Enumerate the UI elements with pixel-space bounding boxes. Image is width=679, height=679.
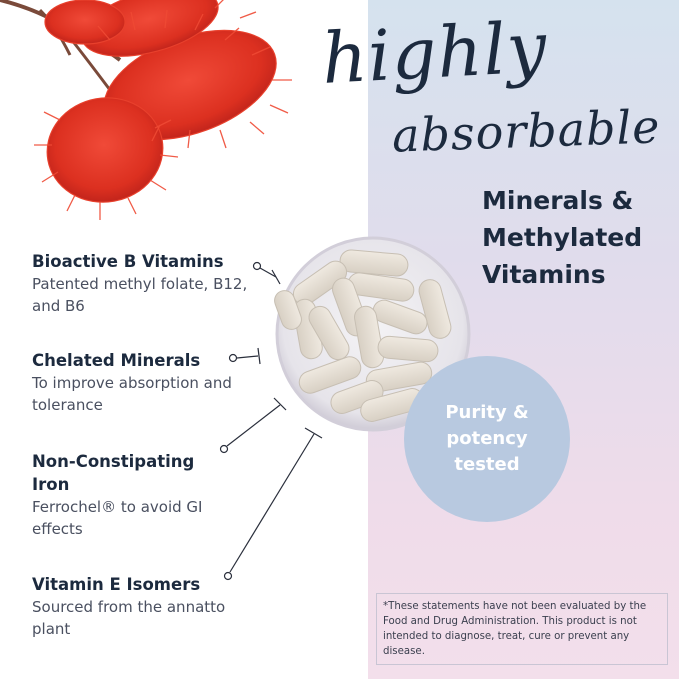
feature-title: Non-Constipating Iron	[32, 452, 195, 494]
feature-title: Chelated Minerals	[32, 351, 201, 370]
feature-description: To improve absorption and tolerance	[32, 374, 232, 414]
badge-text: Purity & potency tested	[445, 402, 529, 475]
feature-non-constipating-iron	[32, 450, 232, 540]
headline-line-3: Vitamins	[482, 260, 606, 289]
feature-description: Sourced from the annatto plant	[32, 598, 226, 638]
feature-chelated-minerals	[32, 349, 252, 416]
feature-description: Patented methyl folate, B12, and B6	[32, 275, 248, 315]
absorbable-script-text: absorbable	[391, 99, 662, 163]
headline-line-2: Methylated	[482, 223, 643, 252]
feature-title: Bioactive B Vitamins	[32, 252, 224, 271]
feature-description: Ferrochel® to avoid GI effects	[32, 498, 203, 538]
purity-potency-badge	[404, 356, 570, 522]
feature-vitamin-e-isomers	[32, 573, 242, 640]
highly-script-text: highly	[320, 6, 550, 100]
feature-title: Vitamin E Isomers	[32, 575, 201, 594]
fda-disclaimer: *These statements have not been evaluated by the Food and Drug Administration. This product is not intended to diagnose, treat, cure or prevent any disease.	[376, 593, 668, 665]
headline-line-1: Minerals &	[482, 186, 634, 215]
feature-bioactive-b-vitamins	[32, 250, 262, 317]
